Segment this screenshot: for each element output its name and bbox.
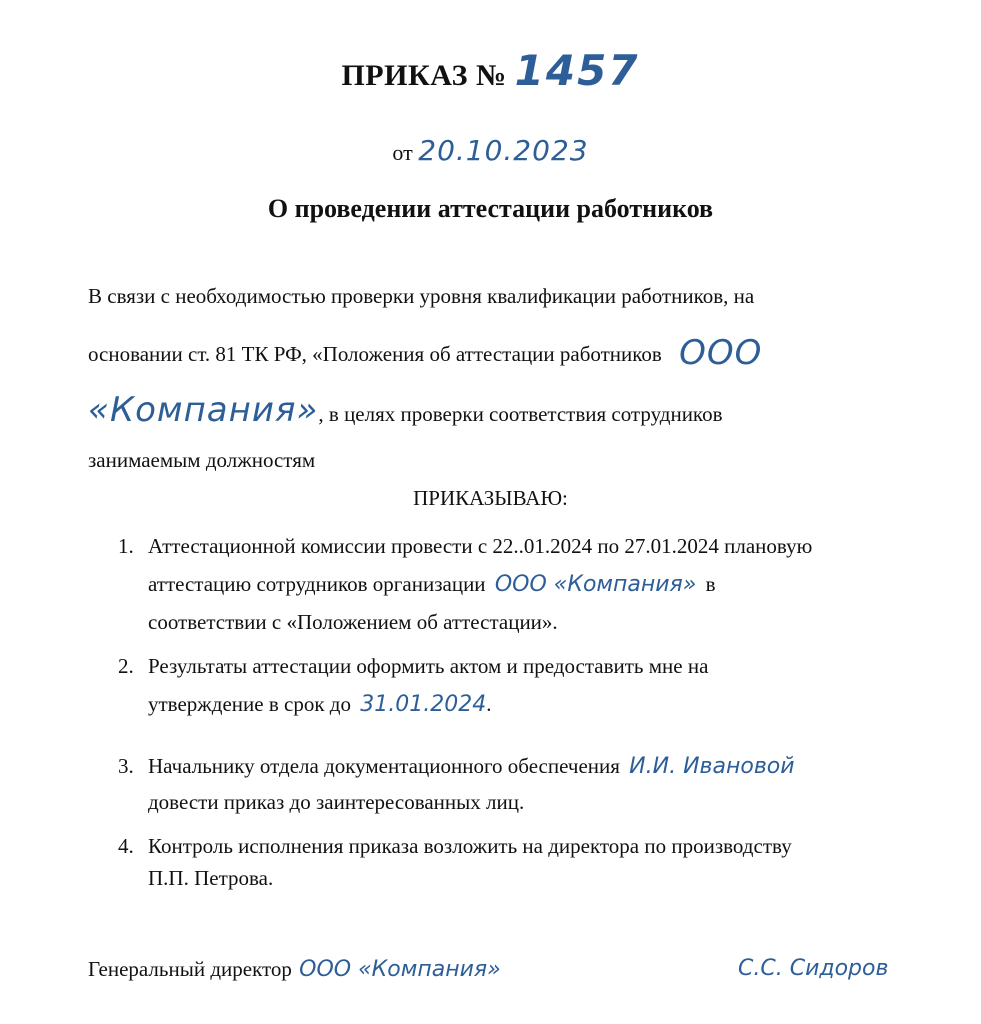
company-name-part-2: «Компания» [88, 390, 319, 430]
item-2-number: 2. [118, 654, 134, 678]
item-3-number: 3. [118, 754, 134, 778]
signature-company: ООО «Компания» [299, 957, 501, 982]
company-name-part-1: ООО [679, 333, 763, 373]
item-1-line-1: Аттестационной комиссии провести с 22..01.2024 по 27.01.2024 плановую [148, 534, 813, 558]
title-prefix: ПРИКАЗ № [341, 59, 507, 92]
signature-name: С.С. Сидоров [738, 956, 889, 981]
preamble-line-3 [88, 390, 722, 430]
order-subject: О проведении аттестации работников [267, 194, 714, 223]
item-1-line-2-text: аттестацию сотрудников организации [148, 572, 486, 596]
item-4-number: 4. [118, 834, 134, 858]
item-1-company: ООО «Компания» [494, 572, 697, 597]
item-2-line-1: Результаты аттестации оформить актом и предоставить мне на [148, 654, 709, 678]
preamble-line-4: занимаемым должностям [88, 448, 316, 472]
item-3-line-1-text: Начальнику отдела документационного обеспечения [148, 754, 620, 778]
preamble-line-3-text: , в целях проверки соответствия сотрудников [318, 402, 723, 426]
item-3-responsible: И.И. Ивановой [629, 754, 795, 779]
item-1-line-3: соответствии с «Положением об аттестации». [148, 610, 558, 634]
order-title [0, 46, 981, 95]
item-4-line-1: Контроль исполнения приказа возложить на директора по производству [148, 834, 792, 858]
order-date-line [0, 134, 981, 167]
order-date: 20.10.2023 [418, 134, 589, 167]
item-2-line-2 [148, 692, 491, 717]
item-3-line-1 [148, 754, 795, 779]
date-prefix: от [392, 140, 413, 165]
signature-line [88, 957, 501, 982]
preamble-line-1: В связи с необходимостью проверки уровня квалификации работников, на [88, 284, 755, 308]
item-2-line-2-text: утверждение в срок до [148, 692, 351, 716]
preamble-line-2 [88, 330, 763, 373]
directive-heading: ПРИКАЗЫВАЮ: [413, 486, 568, 510]
item-2-deadline: 31.01.2024 [360, 692, 487, 717]
item-1-number: 1. [118, 534, 134, 558]
order-number: 1457 [514, 46, 640, 95]
signature-position: Генеральный директор [88, 957, 292, 981]
preamble-line-2-text: основании ст. 81 ТК РФ, «Положения об аттестации работников [88, 342, 662, 366]
item-2-line-2-tail: . [486, 692, 492, 716]
item-1-line-2-tail: в [705, 572, 716, 596]
item-3-line-2: довести приказ до заинтересованных лиц. [148, 790, 525, 814]
item-1-line-2 [148, 572, 716, 597]
item-4-line-2: П.П. Петрова. [148, 866, 274, 890]
